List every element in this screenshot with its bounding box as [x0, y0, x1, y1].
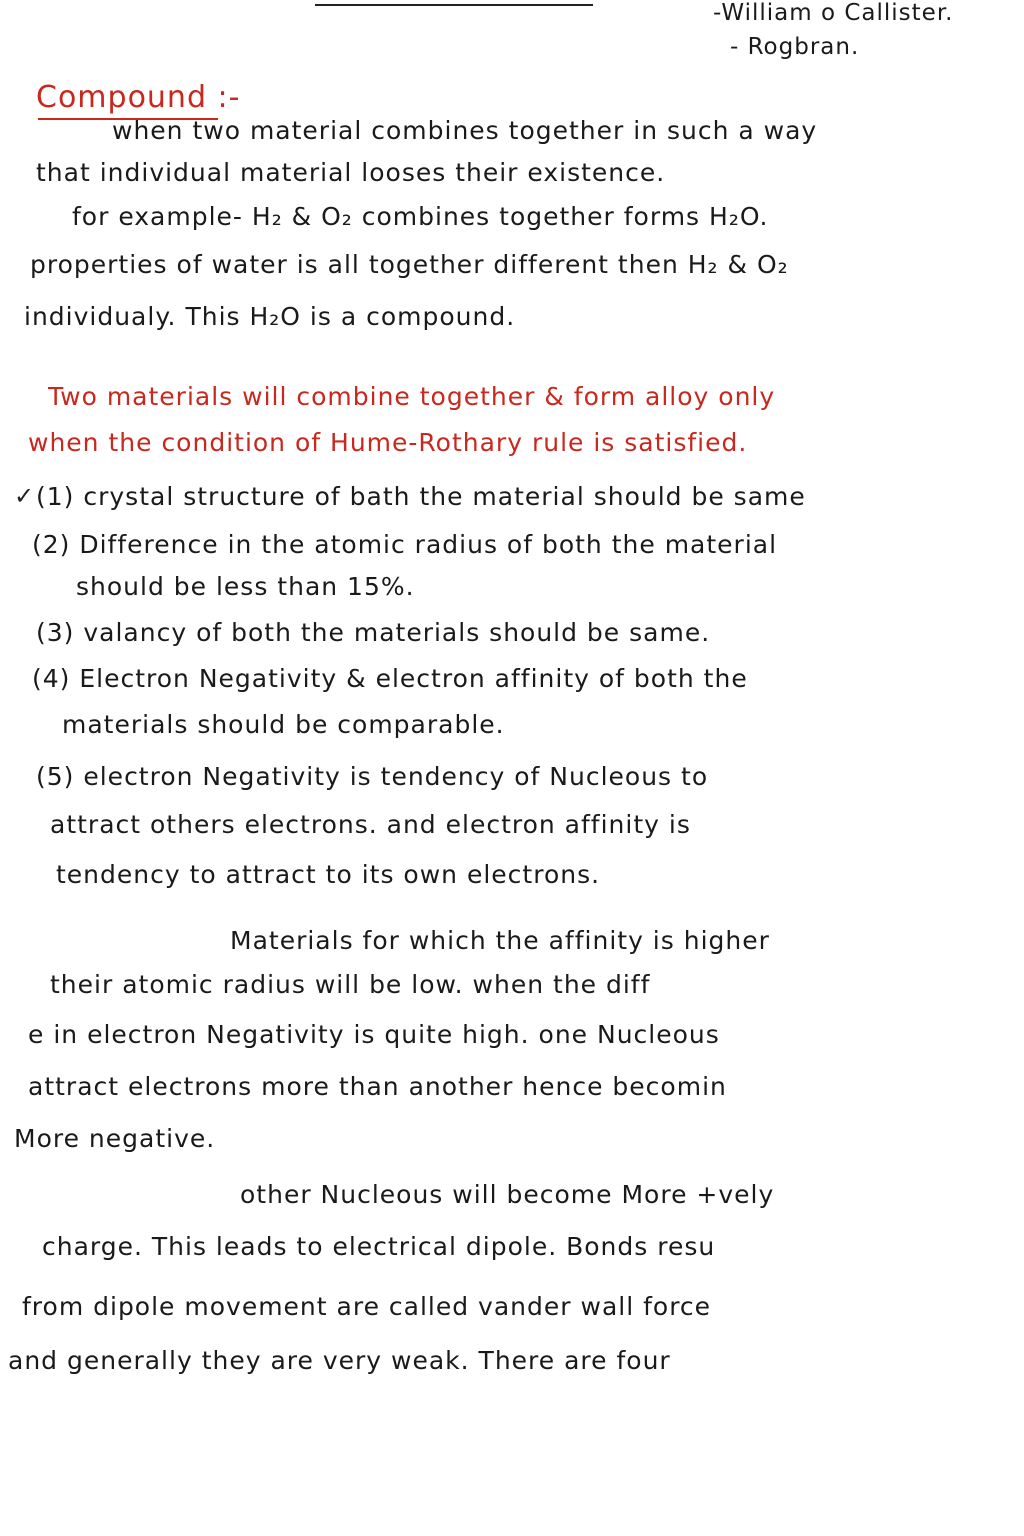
- line-21: More negative.: [14, 1124, 216, 1153]
- line-20: attract electrons more than another hence becomin: [28, 1072, 727, 1101]
- line-18: their atomic radius will be low. when the diff: [50, 970, 651, 999]
- line-1: when two material combines together in such a way: [112, 116, 818, 145]
- line-13: materials should be comparable.: [62, 710, 505, 739]
- line-19: e in electron Negativity is quite high. one Nucleous: [28, 1020, 720, 1049]
- line-22: other Nucleous will become More +vely: [240, 1180, 775, 1209]
- line-25: and generally they are very weak. There are four: [8, 1346, 671, 1375]
- author-2: - Rogbran.: [730, 34, 860, 60]
- line-15: attract others electrons. and electron affinity is: [50, 810, 691, 839]
- line-4: properties of water is all together different then H₂ & O₂: [30, 250, 789, 279]
- line-3: for example- H₂ & O₂ combines together forms H₂O.: [72, 202, 769, 231]
- line-10: should be less than 15%.: [76, 572, 415, 601]
- line-2: that individual material looses their existence.: [36, 158, 666, 187]
- line-5: individualy. This H₂O is a compound.: [24, 302, 516, 331]
- line-8: (1) crystal structure of bath the material should be same: [36, 482, 806, 511]
- line-9: (2) Difference in the atomic radius of both the material: [32, 530, 778, 559]
- line-12: (4) Electron Negativity & electron affinity of both the: [32, 664, 748, 693]
- author-1: -William o Callister.: [713, 0, 954, 26]
- section-heading: Compound :-: [36, 80, 241, 115]
- top-rule: [315, 4, 593, 6]
- check-mark-icon: ✓: [14, 482, 35, 510]
- line-14: (5) electron Negativity is tendency of Nucleous to: [36, 762, 709, 791]
- line-7: when the condition of Hume-Rothary rule is satisfied.: [28, 428, 748, 457]
- line-16: tendency to attract to its own electrons.: [56, 860, 601, 889]
- line-11: (3) valancy of both the materials should be same.: [36, 618, 711, 647]
- line-24: from dipole movement are called vander wall force: [22, 1292, 712, 1321]
- line-6: Two materials will combine together & form alloy only: [48, 382, 776, 411]
- line-23: charge. This leads to electrical dipole. Bonds resu: [42, 1232, 716, 1261]
- line-17: Materials for which the affinity is higher: [230, 926, 770, 955]
